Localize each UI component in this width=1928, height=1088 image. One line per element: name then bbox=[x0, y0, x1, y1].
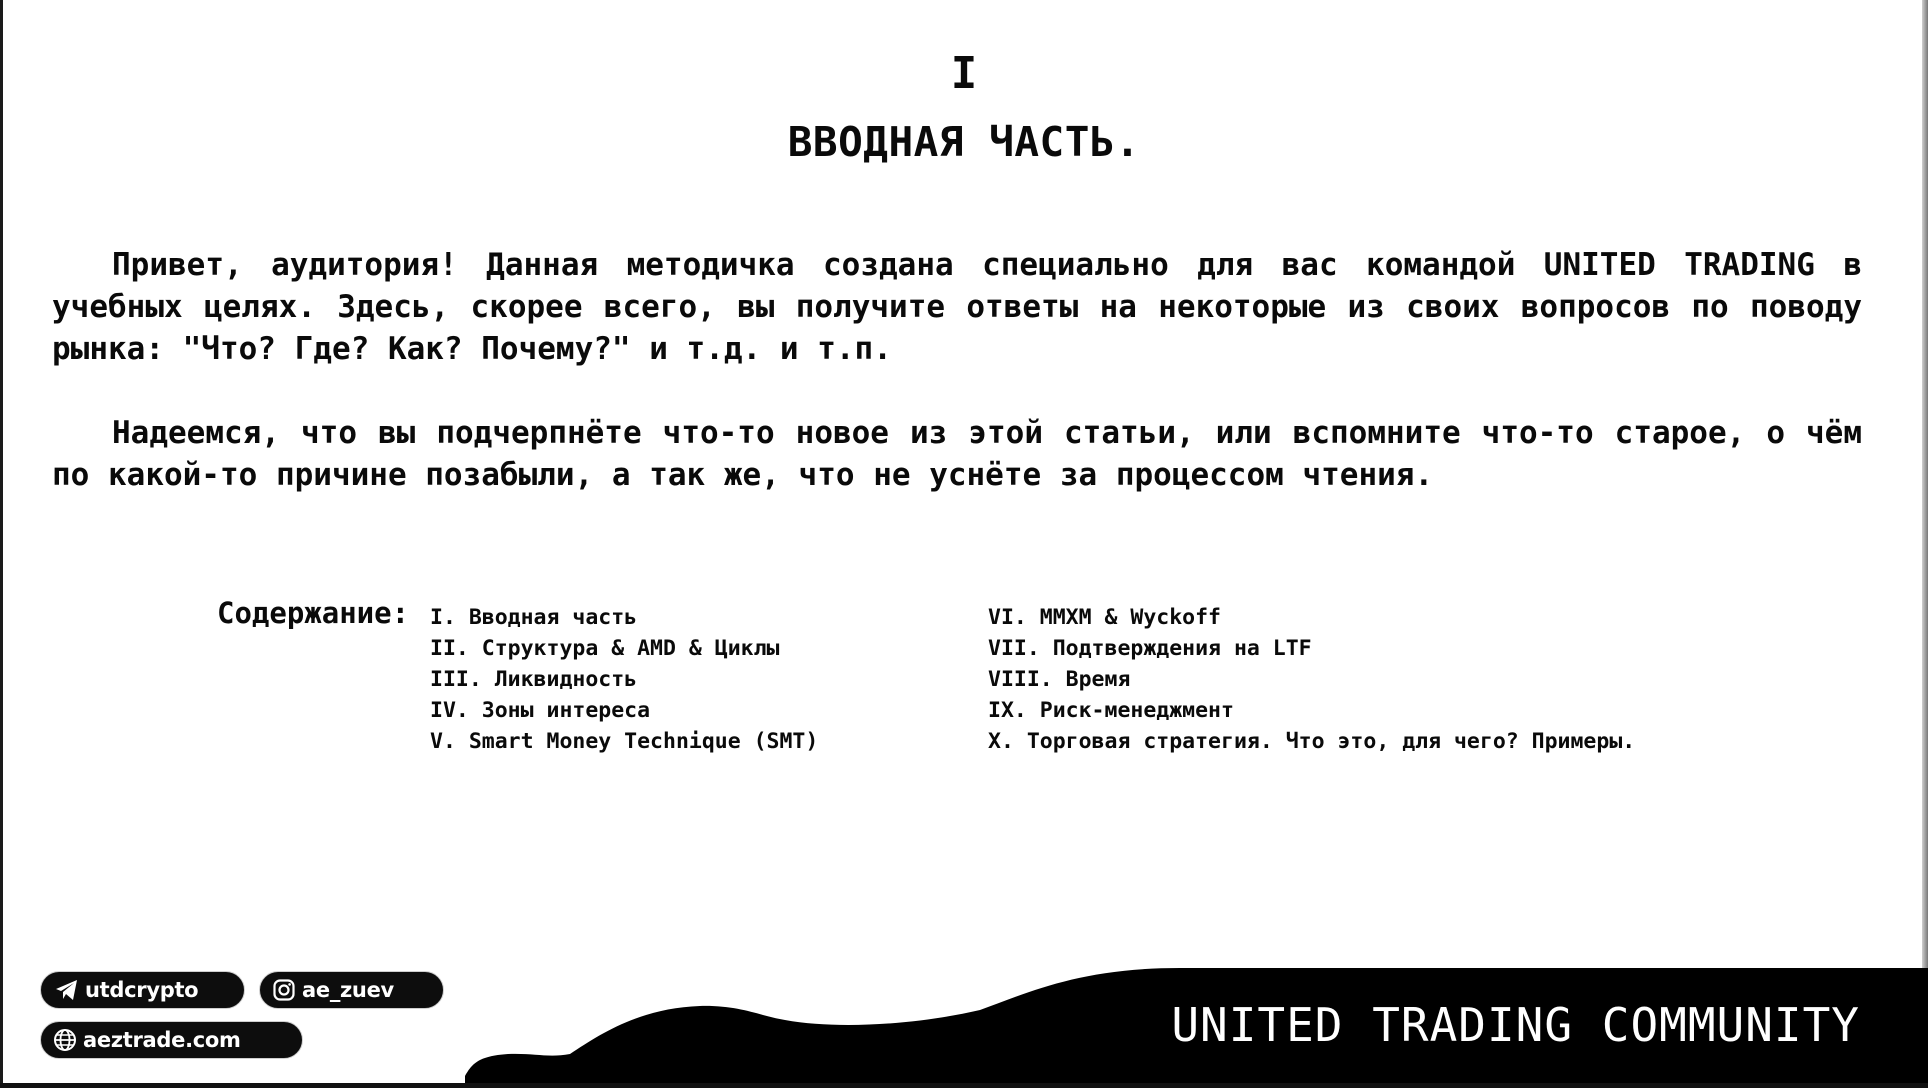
instagram-link[interactable] bbox=[259, 971, 444, 1009]
toc-item[interactable]: IX. Риск-менеджмент bbox=[988, 698, 1234, 723]
website-link[interactable] bbox=[40, 1021, 303, 1059]
toc-item[interactable]: V. Smart Money Technique (SMT) bbox=[430, 729, 819, 754]
toc-item[interactable]: I. Вводная часть bbox=[430, 605, 638, 630]
intro-paragraph-1: Привет, аудитория! Данная методичка создана специально для вас командой UNITED TRADING в учебных целях. Здесь, скорее всего, вы получите ответы на некоторые из своих вопросов по поводу рынка: "Что? Где? Как? Почему?" и т.д. и т.п. bbox=[52, 247, 1862, 367]
chapter-title: ВВОДНАЯ ЧАСТЬ. bbox=[787, 118, 1141, 166]
intro-paragraph-2: Надеемся, что вы подчерпнёте что-то новое из этой статьи, или вспомните что-то старое, о чём по какой-то причине позабыли, а так же, что не уснёте за процессом чтения. bbox=[52, 415, 1862, 493]
instagram-icon bbox=[272, 978, 296, 1002]
instagram-label: ae_zuev bbox=[302, 978, 394, 1002]
toc-item[interactable]: II. Структура & AMD & Циклы bbox=[430, 636, 780, 661]
toc-item[interactable]: IV. Зоны интереса bbox=[430, 698, 651, 723]
toc-item[interactable]: VI. MMXM & Wyckoff bbox=[988, 605, 1221, 630]
telegram-icon bbox=[55, 979, 79, 1001]
chapter-number: I bbox=[950, 48, 978, 99]
toc-item[interactable]: VII. Подтверждения на LTF bbox=[988, 636, 1312, 661]
toc-column-2 bbox=[988, 602, 1635, 757]
telegram-link[interactable] bbox=[40, 971, 245, 1009]
toc-item[interactable]: VIII. Время bbox=[988, 667, 1131, 692]
telegram-label: utdcrypto bbox=[85, 978, 199, 1002]
page-edge-bottom bbox=[0, 1083, 1928, 1088]
toc-item[interactable]: X. Торговая стратегия. Что это, для чего? Примеры. bbox=[988, 729, 1636, 754]
toc-label: Содержание: bbox=[217, 596, 410, 630]
globe-icon bbox=[53, 1028, 77, 1052]
footer-brand: UNITED TRADING COMMUNITY bbox=[1171, 998, 1860, 1052]
toc-item[interactable]: III. Ликвидность bbox=[430, 667, 638, 692]
toc-column-1 bbox=[430, 602, 818, 757]
website-label: aeztrade.com bbox=[83, 1028, 241, 1052]
